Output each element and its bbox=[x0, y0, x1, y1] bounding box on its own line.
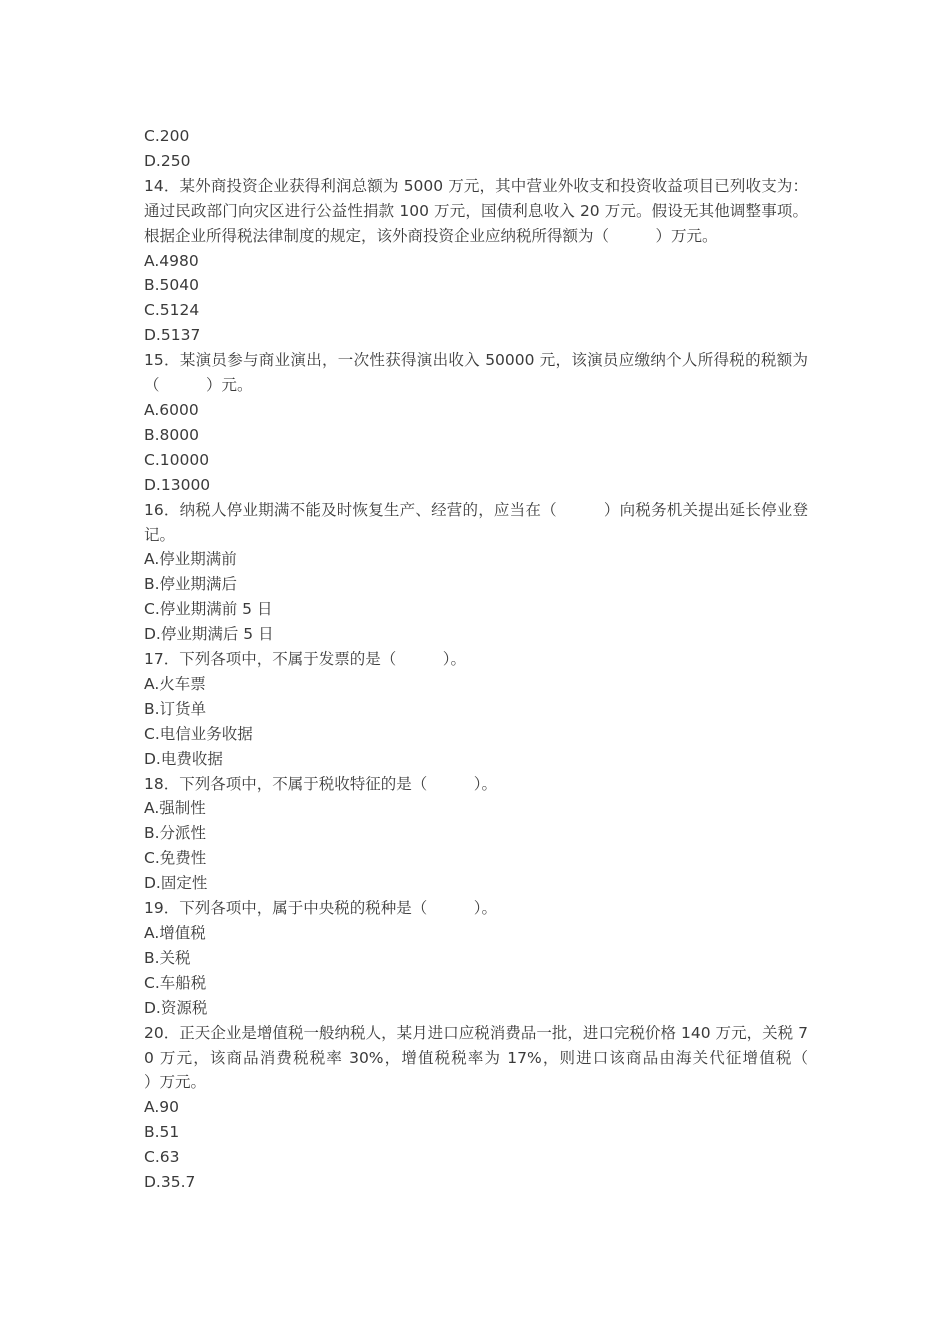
option-b: B.停业期满后 bbox=[144, 575, 238, 594]
option-a: A.停业期满前 bbox=[144, 550, 237, 569]
option-a: A.90 bbox=[144, 1098, 179, 1117]
option-b: B.分派性 bbox=[144, 824, 207, 843]
option-a: A.4980 bbox=[144, 251, 199, 270]
option-b: B.5040 bbox=[144, 276, 200, 295]
option-d: D.5137 bbox=[144, 326, 201, 345]
option-d: D.13000 bbox=[144, 475, 211, 494]
option-c: C.5124 bbox=[144, 301, 200, 320]
document-page bbox=[144, 124, 855, 1195]
option-d: D.35.7 bbox=[144, 1173, 196, 1192]
option-a: A.强制性 bbox=[144, 799, 206, 818]
option-b: B.订货单 bbox=[144, 699, 207, 718]
option-c: C.免费性 bbox=[144, 849, 207, 868]
option-c: C.200 bbox=[144, 127, 190, 145]
question-17: 17．下列各项中，不属于发票的是（ ）。 bbox=[144, 650, 466, 669]
option-b: B.51 bbox=[144, 1123, 180, 1142]
question-15: 15．某演员参与商业演出，一次性获得演出收入 50000 元，该演员应缴纳个人所得税的税额为（ ）元。 bbox=[144, 351, 808, 395]
question-20: 20．正天企业是增值税一般纳税人，某月进口应税消费品一批，进口完税价格 140 万元，关税 70 万元，该商品消费税税率 30%，增值税税率为 17%，则进口该商品由海关代征增值税（ ）万元。 bbox=[144, 1023, 855, 1092]
option-d: D.固定性 bbox=[144, 874, 208, 893]
option-c: C.电信业务收据 bbox=[144, 724, 253, 743]
option-b: B.关税 bbox=[144, 948, 191, 967]
question-16: 16．纳税人停业期满不能及时恢复生产、经营的，应当在（ ）向税务机关提出延长停业登记。 bbox=[144, 500, 808, 544]
question-18: 18．下列各项中，不属于税收特征的是（ ）。 bbox=[144, 774, 497, 793]
option-a: A.增值税 bbox=[144, 924, 206, 942]
option-c: C.10000 bbox=[144, 450, 210, 469]
question-14: 14．某外商投资企业获得利润总额为 5000 万元，其中营业外收支和投资收益项目已列收支为：通过民政部门向灾区进行公益性捐款 100 万元，国债利息收入 20 万元。假设无其他调整事项。根据企业所得税法律制度的规定，该外商投资企业应纳税所得额为（ ）万元。 bbox=[144, 176, 808, 245]
question-19: 19．下列各项中，属于中央税的税种是（ ）。 bbox=[144, 899, 497, 918]
option-c: C.63 bbox=[144, 1148, 180, 1167]
option-c: C.停业期满前 5 日 bbox=[144, 600, 273, 619]
option-d: D.停业期满后 5 日 bbox=[144, 625, 274, 644]
option-d: D.250 bbox=[144, 151, 191, 170]
option-b: B.8000 bbox=[144, 425, 200, 444]
option-c: C.车船税 bbox=[144, 973, 207, 992]
option-d: D.资源税 bbox=[144, 998, 208, 1017]
option-a: A.6000 bbox=[144, 400, 199, 419]
option-a: A.火车票 bbox=[144, 674, 206, 693]
option-d: D.电费收据 bbox=[144, 749, 223, 768]
